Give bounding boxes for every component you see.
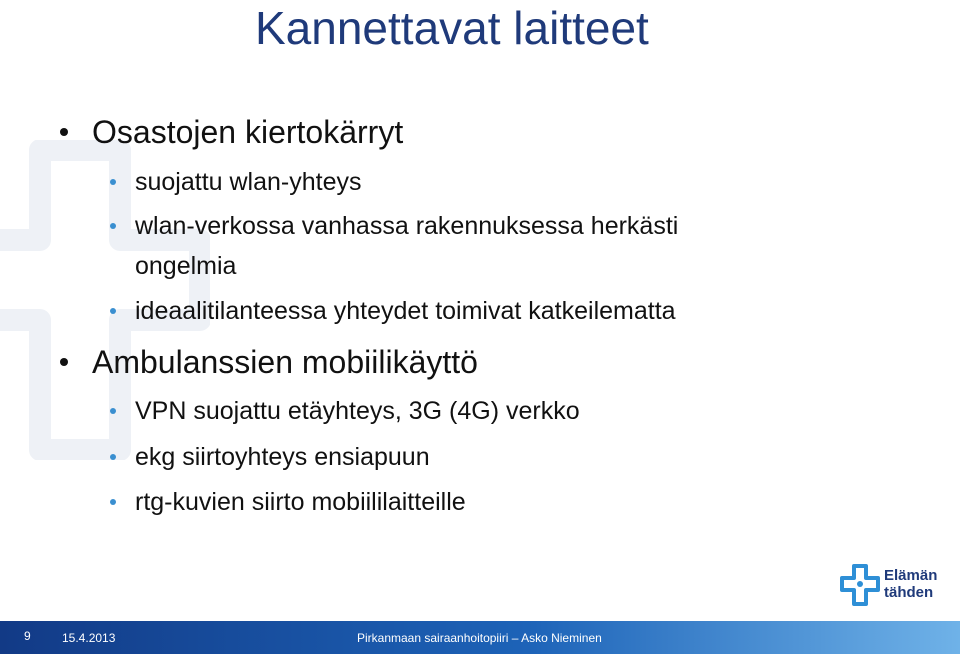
bullet-item: suojattu wlan-yhteys <box>135 168 362 196</box>
bullet-item: ekg siirtoyhteys ensiapuun <box>135 443 430 471</box>
footer-date: 15.4.2013 <box>62 631 116 645</box>
logo-line-1: Elämän <box>884 567 938 584</box>
bullet-marker <box>110 308 116 314</box>
bullet-marker <box>110 499 116 505</box>
bullet-marker <box>110 223 116 229</box>
bullet-marker <box>110 408 116 414</box>
bullet-marker <box>110 454 116 460</box>
bullet-item: ideaalitilanteessa yhteydet toimivat katkeilematta <box>135 297 676 325</box>
bullet-item: Osastojen kiertokärryt <box>92 114 404 150</box>
bullet-item: rtg-kuvien siirto mobiililaitteille <box>135 488 466 516</box>
bullet-marker <box>110 179 116 185</box>
bullet-item: Ambulanssien mobiilikäyttö <box>92 344 478 380</box>
slide-title: Kannettavat laitteet <box>255 2 649 54</box>
footer-organization: Pirkanmaan sairaanhoitopiiri – Asko Nieminen <box>357 631 602 645</box>
bullet-item-continuation: ongelmia <box>135 252 237 280</box>
bullet-item: VPN suojattu etäyhteys, 3G (4G) verkko <box>135 397 580 425</box>
bullet-marker <box>60 358 68 366</box>
logo-line-2: tähden <box>884 584 934 601</box>
footer-bar <box>0 621 960 654</box>
logo-text <box>884 567 937 601</box>
bullet-item: wlan-verkossa vanhassa rakennuksessa herkästi <box>135 212 679 240</box>
slide-number: 9 <box>24 629 31 643</box>
bullet-marker <box>60 128 68 136</box>
